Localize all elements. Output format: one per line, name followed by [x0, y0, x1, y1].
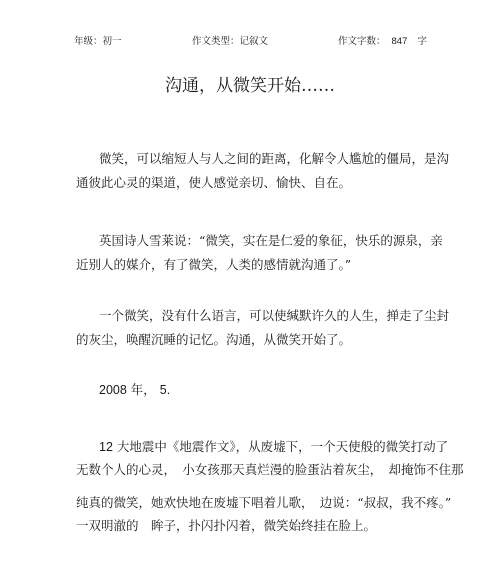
- story-line-2: 无数个人的心灵， 小女孩那天真烂漫的脸蛋沾着灰尘， 却掩饰不住那: [76, 462, 464, 477]
- paragraph-1-line-1: 微笑，可以缩短人与人之间的距离，化解令人尴尬的僵局，是沟: [99, 151, 450, 166]
- word-count-value: 847: [391, 36, 408, 47]
- story-line-3: 纯真的微笑，她欢快地在废墟下唱着儿歌， 边说：“叔叔，我不疼。”: [76, 495, 452, 510]
- date-line: [99, 381, 170, 399]
- essay-type-label: 作文类型：记叙文: [192, 36, 269, 47]
- date-year-unit: 年，: [130, 382, 156, 397]
- paragraph-2-line-2: 近别人的媒介，有了微笑，人类的感情就沟通了。”: [76, 257, 352, 272]
- paragraph-2-line-1: 英国诗人雪莱说：“微笑，实在是仁爱的象征，快乐的源泉，亲: [99, 233, 443, 248]
- word-count: [338, 36, 427, 48]
- paragraph-1-line-2: 通彼此心灵的渠道，使人感觉亲切、愉快、自在。: [76, 175, 352, 190]
- date-year: 2008: [99, 383, 127, 397]
- story-line-4: 一双明澈的 眸子，扑闪扑闪着，微笑始终挂在脸上。: [76, 518, 377, 533]
- story-day: 12: [99, 440, 113, 454]
- story-line-1: [99, 438, 448, 456]
- grade-label: 年级：初一: [74, 36, 122, 47]
- story-line-1-text: 大地震中《地震作文》，从废墟下，一个天使般的微笑打动了: [116, 439, 449, 454]
- essay-title: 沟通，从微笑开始……: [165, 76, 335, 96]
- date-month: 5.: [159, 383, 171, 397]
- word-count-unit: 字: [417, 36, 427, 47]
- word-count-label: 作文字数：: [338, 36, 386, 47]
- paragraph-3-line-1: 一个微笑，没有什么语言，可以使缄默许久的人生，掸走了尘封: [99, 308, 450, 323]
- paragraph-3-line-2: 的灰尘，唤醒沉睡的记忆。沟通，从微笑开始了。: [76, 332, 352, 347]
